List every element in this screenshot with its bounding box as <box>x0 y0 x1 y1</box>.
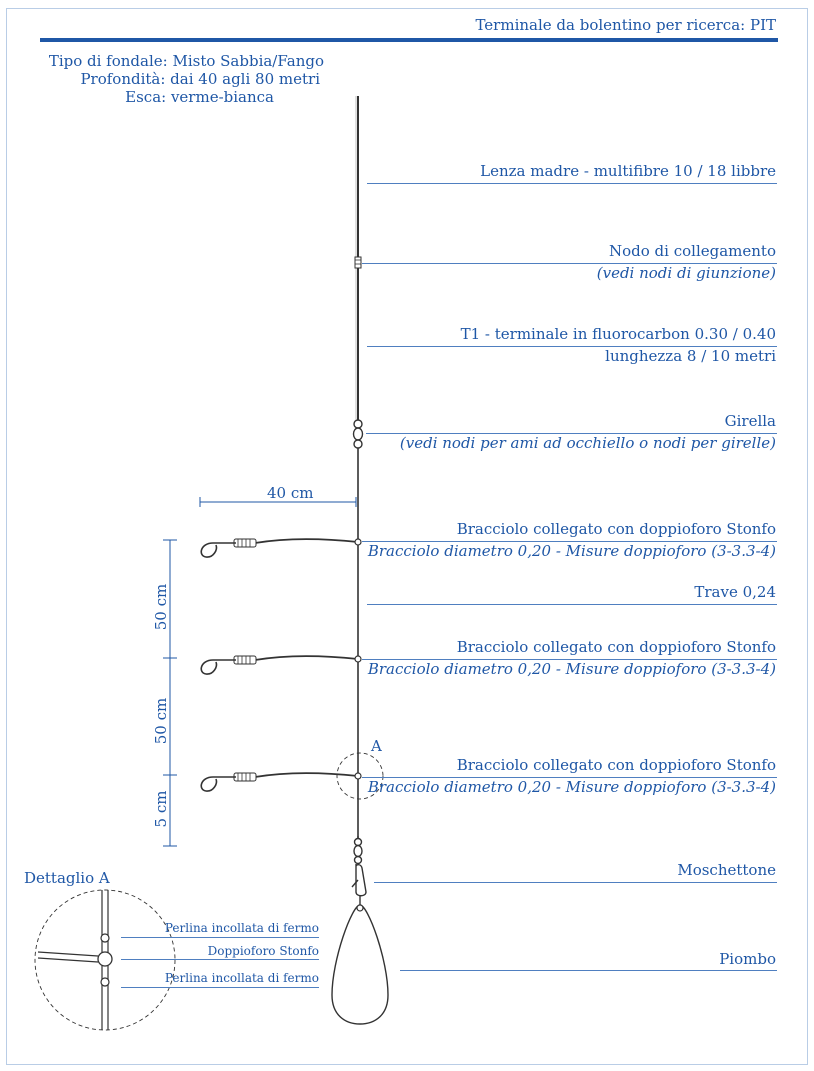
detail-label-perlina-bottom: Perlina incollata di fermo <box>164 971 319 985</box>
detail-leader-perlina-bottom <box>121 987 319 988</box>
label-t1: T1 - terminale in fluorocarbon 0.30 / 0.40 <box>460 325 776 343</box>
label-t1-length: lunghezza 8 / 10 metri <box>605 347 776 365</box>
hook-branch-1 <box>255 539 358 777</box>
label-bracciolo-note-2: Bracciolo diametro 0,20 - Misure doppioforo (3-3.3-4) <box>367 660 776 678</box>
leader-line-moschettone <box>374 882 777 883</box>
label-girella-note: (vedi nodi per ami ad occhiello o nodi per girelle) <box>399 434 776 452</box>
dimension-label-50cm-b: 50 cm <box>152 697 170 745</box>
label-bracciolo-1: Bracciolo collegato con doppioforo Stonfo <box>456 520 776 538</box>
leader-line-trave <box>367 604 777 605</box>
page-title: Terminale da bolentino per ricerca: PIT <box>475 16 776 34</box>
dimension-label-5cm: 5 cm <box>152 790 170 828</box>
dimension-label-50cm-a: 50 cm <box>152 583 170 631</box>
label-moschettone: Moschettone <box>677 861 776 879</box>
detail-a-view <box>35 890 175 1030</box>
info-fondale: Tipo di fondale: Misto Sabbia/Fango <box>48 52 324 70</box>
hook-knot-icon <box>234 539 256 781</box>
hook-icon <box>201 543 236 791</box>
detail-marker-a: A <box>371 737 382 755</box>
label-trave: Trave 0,24 <box>694 583 776 601</box>
sinker-icon <box>332 905 388 1024</box>
snap-icon <box>352 864 366 896</box>
header-bar <box>40 38 778 42</box>
detail-leader-doppioforo <box>121 959 319 960</box>
leader-line-piombo <box>400 970 777 971</box>
detail-leader-perlina-top <box>121 937 319 938</box>
detail-label-doppioforo: Doppioforo Stonfo <box>207 944 319 958</box>
label-bracciolo-note-1: Bracciolo diametro 0,20 - Misure doppioforo (3-3.3-4) <box>367 542 776 560</box>
info-profondita: Profondità: dai 40 agli 80 metri <box>80 70 320 88</box>
label-bracciolo-2: Bracciolo collegato con doppioforo Stonfo <box>456 638 776 656</box>
label-bracciolo-3: Bracciolo collegato con doppioforo Stonfo <box>456 756 776 774</box>
label-nodo-note: (vedi nodi di giunzione) <box>596 264 776 282</box>
detail-label-perlina-top: Perlina incollata di fermo <box>164 921 319 935</box>
knot-icon <box>355 257 361 268</box>
label-nodo: Nodo di collegamento <box>609 242 776 260</box>
dimension-label-40cm: 40 cm <box>267 484 314 502</box>
label-piombo: Piombo <box>719 950 776 968</box>
info-esca: Esca: verme-bianca <box>125 88 274 106</box>
leader-line-lenza <box>367 183 777 184</box>
lower-swivel-icon <box>354 839 362 864</box>
label-girella: Girella <box>724 412 776 430</box>
swivel-icon <box>354 420 363 448</box>
label-lenza-madre: Lenza madre - multifibre 10 / 18 libbre <box>480 162 776 180</box>
detail-title: Dettaglio A <box>24 869 110 887</box>
label-bracciolo-note-3: Bracciolo diametro 0,20 - Misure doppioforo (3-3.3-4) <box>367 778 776 796</box>
